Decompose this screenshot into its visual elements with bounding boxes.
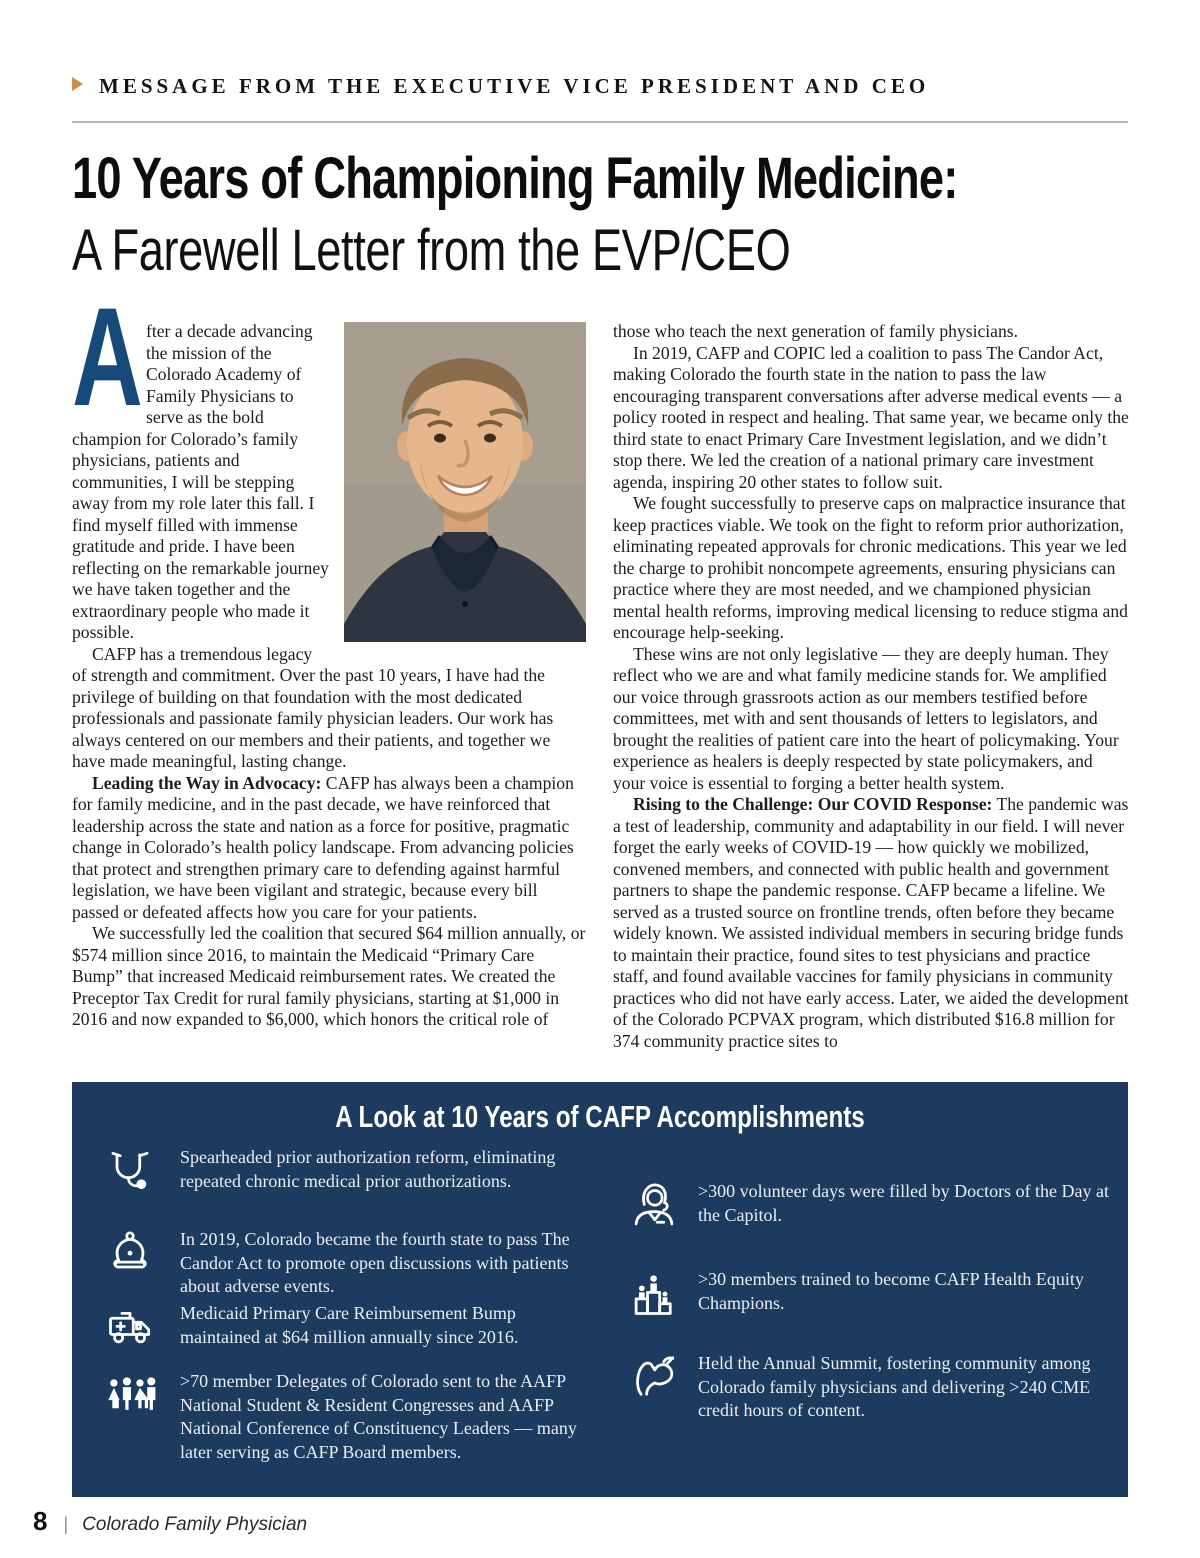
paragraph: fter a decade advancing the mission of the Colorado Academy of Family Physicians to serve as the bold champion for Colorado’s family physicians, patients and communities, I will be stepping away from my role later this fall. I find myself filled with immense gratitude and pride. I have been reflecting on the remarkable journey we have taken together and the extraordinary people who made it possible. [72,321,329,642]
stethoscope-icon [104,1146,156,1198]
accomplishments-title: A Look at 10 Years of CAFP Accomplishments [335,1099,865,1134]
footer-separator: | [63,1514,69,1534]
accomplishment-item [104,1228,592,1299]
paragraph-lead: Rising to the Challenge: Our COVID Response: [633,794,993,814]
accomplishment-text: Medicaid Primary Care Reimbursement Bump maintained at $64 million annually since 2016. [180,1303,519,1347]
paragraph: We fought successfully to preserve caps on malpractice insurance that keep practices viable. We took on the fight to reform prior authorization, eliminating repeated approvals for chronic medications. This year we led the charge to prohibit noncompete agreements, ensuring physicians can practice where they are most needed, and we championed physician mental health reforms, improving medical licensing to reduce stigma and encourage help-seeking. [613,493,1128,642]
portrait-photo [344,322,586,642]
section-kicker [72,74,929,99]
article-column-left [72,278,586,1031]
accomplishment-item [104,1302,592,1354]
kicker-text: MESSAGE FROM THE EXECUTIVE VICE PRESIDENT AND CEO [99,74,930,98]
arm-strength-icon [628,1352,680,1404]
paragraph: CAFP has a tremendous legacy of strength and commitment. Over the past 10 years, I have had the privilege of building on that foundation with the most dedicated professionals and passionate family physician leaders. Our work has always centered on our members and their patients, and together we have made meaningful, lasting change. [72,643,554,771]
accomplishment-item [628,1352,1134,1423]
publication-name: Colorado Family Physician [82,1514,308,1535]
bell-dome-icon [104,1228,156,1280]
paragraph-lead: Leading the Way in Advocacy: [92,772,322,793]
paragraph: We successfully led the coalition that secured $64 million annually, or $574 million since 2016, to maintain the Medicaid “Primary Care Bump” that increased Medicaid reimbursement rates. We created the Preceptor Tax Credit for rural family physicians, starting at $1,000 in 2016 and now expanded to $6,000, which honors the critical role of [72,923,586,1029]
ambulance-icon [104,1302,156,1354]
paragraph [613,794,1129,1052]
article-title-line1: 10 Years of Championing Family Medicine: [72,146,958,211]
page-number: 8 [33,1506,48,1536]
paragraph: In 2019, CAFP and COPIC led a coalition to pass The Candor Act, making Colorado the fourth state in the nation to pass the law encouraging transparent conversations after adverse medical events — a policy rooted in respect and healing. That same year, we became only the third state to enact Primary Care Investment legislation, and we didn’t stop there. We led the creation of a national primary care investment agenda, inspiring 20 other states to follow suit. [613,342,1129,492]
page-footer [33,1506,307,1537]
header-divider [72,121,1128,123]
paragraph-text: CAFP has always been a champion for family medicine, and in the past decade, we have reinforced that leadership across the state and nation as a force for positive, pragmatic change in Colorado’s health policy landscape. From advancing policies that protect and strengthen primary care to defending against harmful legislation, we have been vigilant and strategic, because every bill passed or defeated affects how you care for your patients. [72,772,574,922]
accomplishment-text: In 2019, Colorado became the fourth state to pass The Candor Act to promote open discussions with patients about adverse events. [180,1229,570,1296]
accomplishment-item [104,1370,592,1464]
people-group-icon [104,1370,156,1422]
paragraph [72,773,586,924]
paragraph: those who teach the next generation of family physicians. [613,321,1019,341]
accomplishments-box [72,1082,1128,1497]
accomplishment-item [628,1268,1134,1320]
paragraph-text: The pandemic was a test of leadership, community and adaptability in our field. I will never forget the early weeks of COVID-19 — how quickly we mobilized, convened members, and connected with public health and government partners to shape the pandemic response. CAFP became a lifeline. We served as a trusted source on frontline trends, often before they became widely known. We assisted individual members in securing bridge funds to maintain their practice, found sites to test physicians and practice staff, and found available vaccines for family physicians in community practices who did not have early access. Later, we aided the development of the Colorado PCPVAX program, which distributed $16.8 million for 374 community practice sites to [613,794,1129,1051]
article-title [72,146,1200,283]
article-title-line2: A Farewell Letter from the EVP/CEO [72,218,791,283]
podium-people-icon [628,1268,680,1320]
dropcap-letter: A [72,278,143,435]
paragraph: These wins are not only legislative — they are deeply human. They reflect who we are and what family medicine stands for. We amplified our voice through grassroots action as our members testified before committees, met with and sent thousands of letters to legislators, and brought the realities of patient care into the heart of policymaking. Your experience as healers is deeply respected by state policymakers, and your voice is essential to forging a better health system. [613,643,1119,793]
article-column-right [613,321,1129,1052]
accomplishment-text: >70 member Delegates of Colorado sent to the AAFP National Student & Resident Congresses and AAFP National Conference of Constituency Leaders — many later serving as CAFP Board members. [180,1371,577,1462]
accomplishment-text: Held the Annual Summit, fostering community among Colorado family physicians and delivering >240 CME credit hours of content. [698,1353,1091,1420]
accomplishment-text: Spearheaded prior authorization reform, eliminating repeated chronic medical prior authorizations. [180,1147,556,1191]
accomplishment-item [628,1180,1134,1232]
accomplishment-text: >30 members trained to become CAFP Health Equity Champions. [698,1269,1084,1313]
accomplishment-item [104,1146,592,1198]
doctor-icon [628,1180,680,1232]
accomplishment-text: >300 volunteer days were filled by Doctors of the Day at the Capitol. [698,1181,1110,1225]
arrow-icon [72,77,83,91]
